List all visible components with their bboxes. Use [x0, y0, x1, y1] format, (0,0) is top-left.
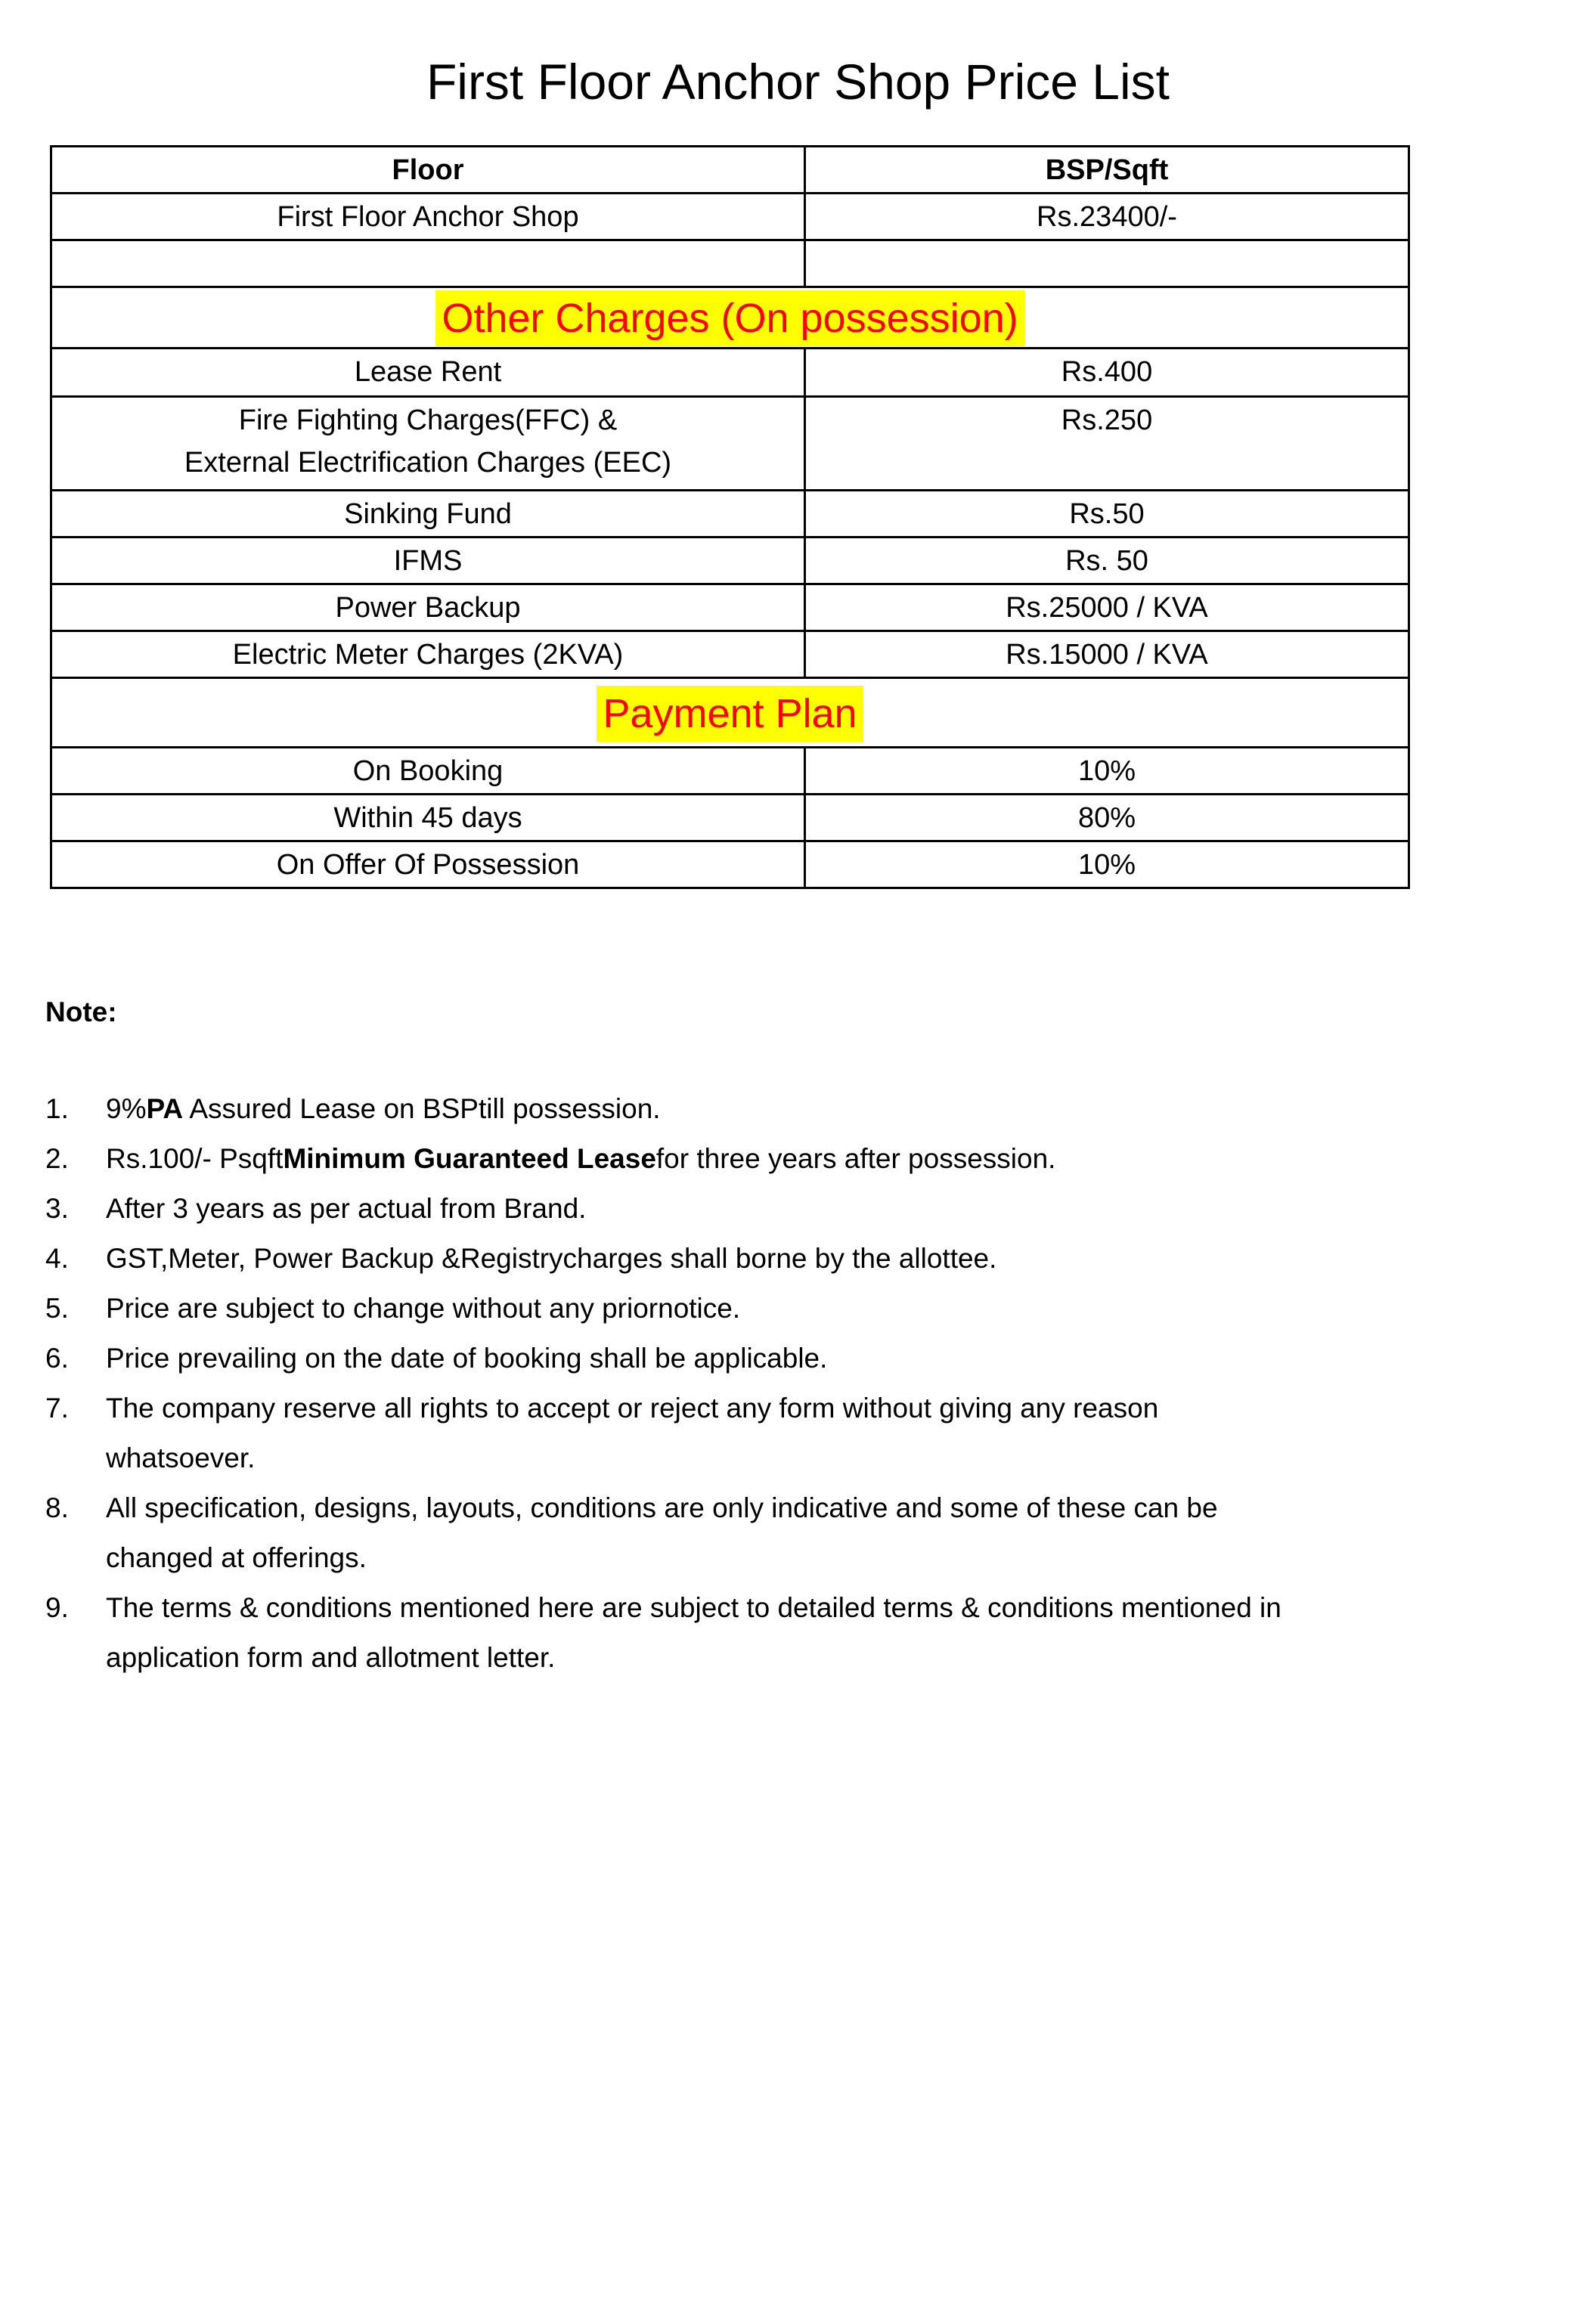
note-item-6 — [45, 1334, 1561, 1383]
cell-floor: On Offer Of Possession — [51, 841, 805, 888]
section-row-other-charges — [51, 287, 1409, 349]
table-row-lease-rent — [51, 349, 1409, 397]
note-line — [106, 1383, 1561, 1433]
section-cell-payment-plan — [51, 678, 1409, 748]
note-segment: whatsoever. — [106, 1442, 256, 1473]
note-segment: for three years after possession. — [655, 1143, 1056, 1174]
note-item-8 — [45, 1483, 1561, 1583]
table-row-ifms — [51, 538, 1409, 584]
ffc-line1: Fire Fighting Charges(FFC) & — [238, 404, 618, 436]
note-segment: GST,Meter, Power Backup &Registrycharges shall borne by the allottee. — [106, 1243, 997, 1274]
note-line — [106, 1084, 1561, 1134]
cell-floor: IFMS — [51, 538, 805, 584]
note-number: 3. — [45, 1193, 69, 1224]
table-row-anchor-shop — [51, 194, 1409, 240]
note-line — [106, 1533, 1561, 1583]
note-number: 8. — [45, 1492, 69, 1523]
note-line — [106, 1234, 1561, 1284]
note-segment: The company reserve all rights to accept or reject any form without giving any reason — [106, 1393, 1159, 1424]
note-line — [106, 1583, 1561, 1633]
note-segment-bold: PA — [146, 1093, 184, 1124]
note-line — [106, 1483, 1561, 1533]
table-row-sinking-fund — [51, 491, 1409, 538]
section-cell-other-charges — [51, 287, 1409, 349]
cell-bsp: 80% — [805, 795, 1409, 841]
cell-bsp: 10% — [805, 748, 1409, 795]
cell-bsp-empty — [805, 240, 1409, 287]
note-text — [106, 1483, 1561, 1583]
note-segment: Price are subject to change without any priornotice. — [106, 1293, 741, 1324]
note-line — [106, 1284, 1561, 1334]
table-row-ffc-eec — [51, 397, 1409, 491]
note-line — [106, 1334, 1561, 1383]
note-text — [106, 1234, 1561, 1284]
note-segment: changed at offerings. — [106, 1542, 367, 1573]
cell-bsp: Rs.23400/- — [805, 194, 1409, 240]
note-text — [106, 1583, 1561, 1683]
note-item-1 — [45, 1084, 1561, 1134]
note-text — [106, 1383, 1561, 1483]
note-number: 7. — [45, 1393, 69, 1424]
section-row-payment-plan — [51, 678, 1409, 748]
header-cell-floor: Floor — [51, 147, 805, 194]
note-text — [106, 1134, 1561, 1184]
note-segment: All specification, designs, layouts, conditions are only indicative and some of these can be — [106, 1492, 1218, 1523]
note-item-2 — [45, 1134, 1561, 1184]
note-text — [106, 1184, 1561, 1234]
table-row-on-booking — [51, 748, 1409, 795]
note-segment: Price prevailing on the date of booking shall be applicable. — [106, 1343, 828, 1374]
note-number: 1. — [45, 1093, 69, 1124]
cell-floor: Lease Rent — [51, 349, 805, 397]
note-segment: Assured Lease on BSPtill possession. — [183, 1093, 661, 1124]
table-header-row — [51, 147, 1409, 194]
cell-floor: First Floor Anchor Shop — [51, 194, 805, 240]
table-row-electric-meter — [51, 631, 1409, 678]
note-item-9 — [45, 1583, 1561, 1683]
price-table — [50, 145, 1410, 889]
notes-section — [45, 987, 1561, 1683]
note-number: 6. — [45, 1343, 69, 1374]
table-row-empty — [51, 240, 1409, 287]
cell-floor — [51, 397, 805, 491]
cell-floor: On Booking — [51, 748, 805, 795]
note-number: 5. — [45, 1293, 69, 1324]
table-row-offer-of-possession — [51, 841, 1409, 888]
cell-bsp: Rs.25000 / KVA — [805, 584, 1409, 631]
eec-line2: External Electrification Charges (EEC) — [184, 447, 672, 479]
cell-floor: Power Backup — [51, 584, 805, 631]
cell-bsp: Rs.250 — [805, 397, 1409, 491]
note-number: 9. — [45, 1592, 69, 1623]
cell-floor: Sinking Fund — [51, 491, 805, 538]
note-segment: The terms & conditions mentioned here are subject to detailed terms & conditions mentioned in — [106, 1592, 1281, 1623]
note-segment: After 3 years as per actual from Brand. — [106, 1193, 587, 1224]
cell-bsp: Rs. 50 — [805, 538, 1409, 584]
cell-bsp: 10% — [805, 841, 1409, 888]
note-text — [106, 1084, 1561, 1134]
section-label-payment-plan: Payment Plan — [597, 686, 863, 742]
cell-floor-empty — [51, 240, 805, 287]
cell-floor: Electric Meter Charges (2KVA) — [51, 631, 805, 678]
note-line — [106, 1184, 1561, 1234]
cell-bsp: Rs.15000 / KVA — [805, 631, 1409, 678]
note-text — [106, 1284, 1561, 1334]
note-number: 4. — [45, 1243, 69, 1274]
header-cell-bsp: BSP/Sqft — [805, 147, 1409, 194]
note-item-7 — [45, 1383, 1561, 1483]
note-text — [106, 1334, 1561, 1383]
cell-floor: Within 45 days — [51, 795, 805, 841]
note-segment-bold: Minimum Guaranteed Lease — [283, 1143, 656, 1174]
page-title: First Floor Anchor Shop Price List — [426, 54, 1170, 110]
note-line — [106, 1433, 1561, 1483]
note-item-5 — [45, 1284, 1561, 1334]
notes-heading: Note: — [45, 996, 117, 1027]
table-row-power-backup — [51, 584, 1409, 631]
note-line — [106, 1134, 1561, 1184]
cell-bsp: Rs.50 — [805, 491, 1409, 538]
note-item-3 — [45, 1184, 1561, 1234]
note-segment: 9% — [106, 1093, 147, 1124]
note-segment: application form and allotment letter. — [106, 1642, 556, 1673]
note-item-4 — [45, 1234, 1561, 1284]
section-label-other-charges: Other Charges (On possession) — [435, 290, 1024, 346]
note-number: 2. — [45, 1143, 69, 1174]
table-row-within-45-days — [51, 795, 1409, 841]
cell-bsp: Rs.400 — [805, 349, 1409, 397]
note-line — [106, 1633, 1561, 1683]
note-segment: Rs.100/- Psqft — [106, 1143, 284, 1174]
